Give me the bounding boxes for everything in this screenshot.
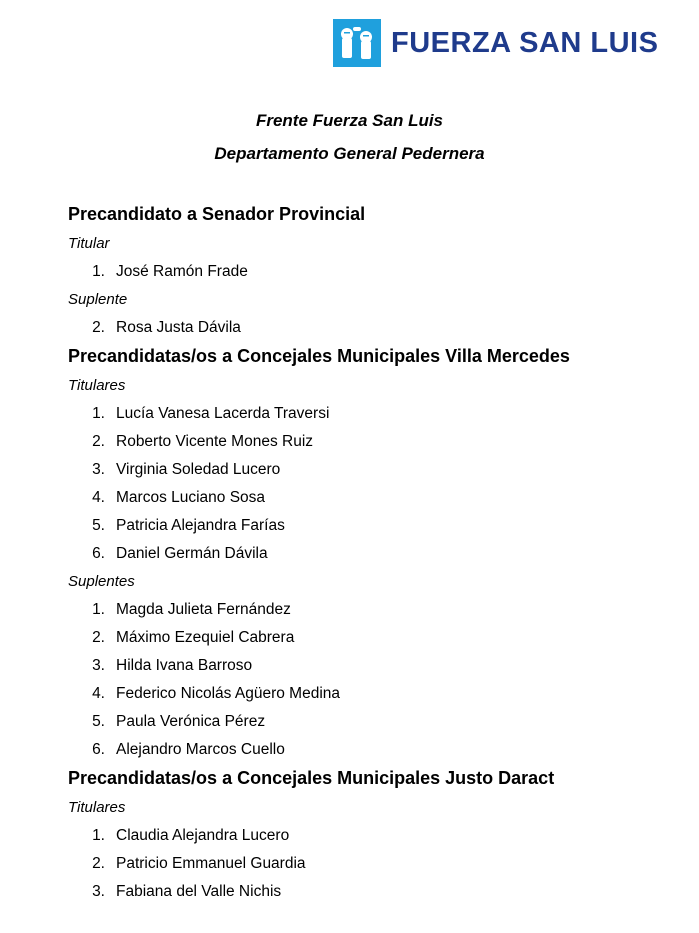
list-item — [68, 738, 688, 766]
list-item-number: 3. — [92, 883, 105, 900]
list-item-number: 2. — [92, 629, 105, 646]
candidate-name: Daniel Germán Dávila — [116, 545, 268, 562]
candidate-name: Claudia Alejandra Lucero — [116, 827, 290, 844]
section-title: Precandidatas/os a Concejales Municipales Villa Mercedes — [68, 346, 570, 366]
brand-name: FUERZA SAN LUIS — [391, 27, 659, 59]
candidate-name: Magda Julieta Fernández — [116, 601, 291, 618]
list-item — [68, 654, 688, 682]
list-item-number: 2. — [92, 855, 105, 872]
list-item — [68, 486, 688, 514]
list-item-number: 6. — [92, 741, 105, 758]
candidate-name: Alejandro Marcos Cuello — [116, 741, 285, 758]
candidate-name: Marcos Luciano Sosa — [116, 489, 266, 506]
list-item — [68, 542, 688, 570]
list-item — [68, 682, 688, 710]
raised-fists-logo-icon — [333, 19, 381, 67]
candidate-name: José Ramón Frade — [116, 263, 248, 280]
section-title: Precandidatas/os a Concejales Municipales Justo Daract — [68, 768, 555, 788]
list-item — [68, 852, 688, 880]
candidate-name: Patricio Emmanuel Guardia — [116, 855, 306, 872]
candidate-name: Fabiana del Valle Nichis — [116, 883, 282, 900]
document-subtitle: Departamento General Pedernera — [214, 144, 485, 163]
list-item-number: 2. — [92, 433, 105, 450]
list-item-number: 2. — [92, 319, 105, 336]
group-label: Suplente — [68, 291, 128, 308]
list-item — [68, 598, 688, 626]
group-label: Suplentes — [68, 573, 135, 590]
group-label: Titular — [68, 235, 110, 252]
list-item — [68, 430, 688, 458]
section — [68, 202, 688, 344]
list-item — [68, 514, 688, 542]
section — [68, 344, 688, 766]
list-item — [68, 880, 688, 908]
section — [68, 766, 688, 908]
brand-logo — [333, 19, 658, 67]
group-label: Titulares — [68, 377, 126, 394]
candidate-name: Federico Nicolás Agüero Medina — [116, 685, 341, 702]
candidate-name: Virginia Soledad Lucero — [116, 461, 281, 478]
list-item — [68, 402, 688, 430]
candidate-name: Roberto Vicente Mones Ruiz — [116, 433, 314, 450]
list-item — [68, 710, 688, 738]
candidate-name: Paula Verónica Pérez — [116, 713, 266, 730]
list-item-number: 4. — [92, 489, 105, 506]
list-item-number: 1. — [92, 263, 105, 280]
list-item — [68, 824, 688, 852]
group-label: Titulares — [68, 799, 126, 816]
list-item — [68, 458, 688, 486]
list-item — [68, 260, 688, 288]
list-item-number: 3. — [92, 461, 105, 478]
candidate-lists — [68, 202, 688, 908]
list-item-number: 4. — [92, 685, 105, 702]
candidate-name: Hilda Ivana Barroso — [116, 657, 253, 674]
candidate-name: Máximo Ezequiel Cabrera — [116, 629, 295, 646]
list-item-number: 1. — [92, 601, 105, 618]
list-item-number: 1. — [92, 827, 105, 844]
candidate-name: Lucía Vanesa Lacerda Traversi — [116, 405, 330, 422]
candidate-name: Rosa Justa Dávila — [116, 319, 241, 336]
list-item-number: 6. — [92, 545, 105, 562]
section-title: Precandidato a Senador Provincial — [68, 204, 366, 224]
list-item-number: 1. — [92, 405, 105, 422]
list-item — [68, 626, 688, 654]
list-item — [68, 316, 688, 344]
list-item-number: 5. — [92, 713, 105, 730]
document-title: Frente Fuerza San Luis — [255, 111, 444, 130]
candidate-name: Patricia Alejandra Farías — [116, 517, 285, 534]
list-item-number: 3. — [92, 657, 105, 674]
list-item-number: 5. — [92, 517, 105, 534]
